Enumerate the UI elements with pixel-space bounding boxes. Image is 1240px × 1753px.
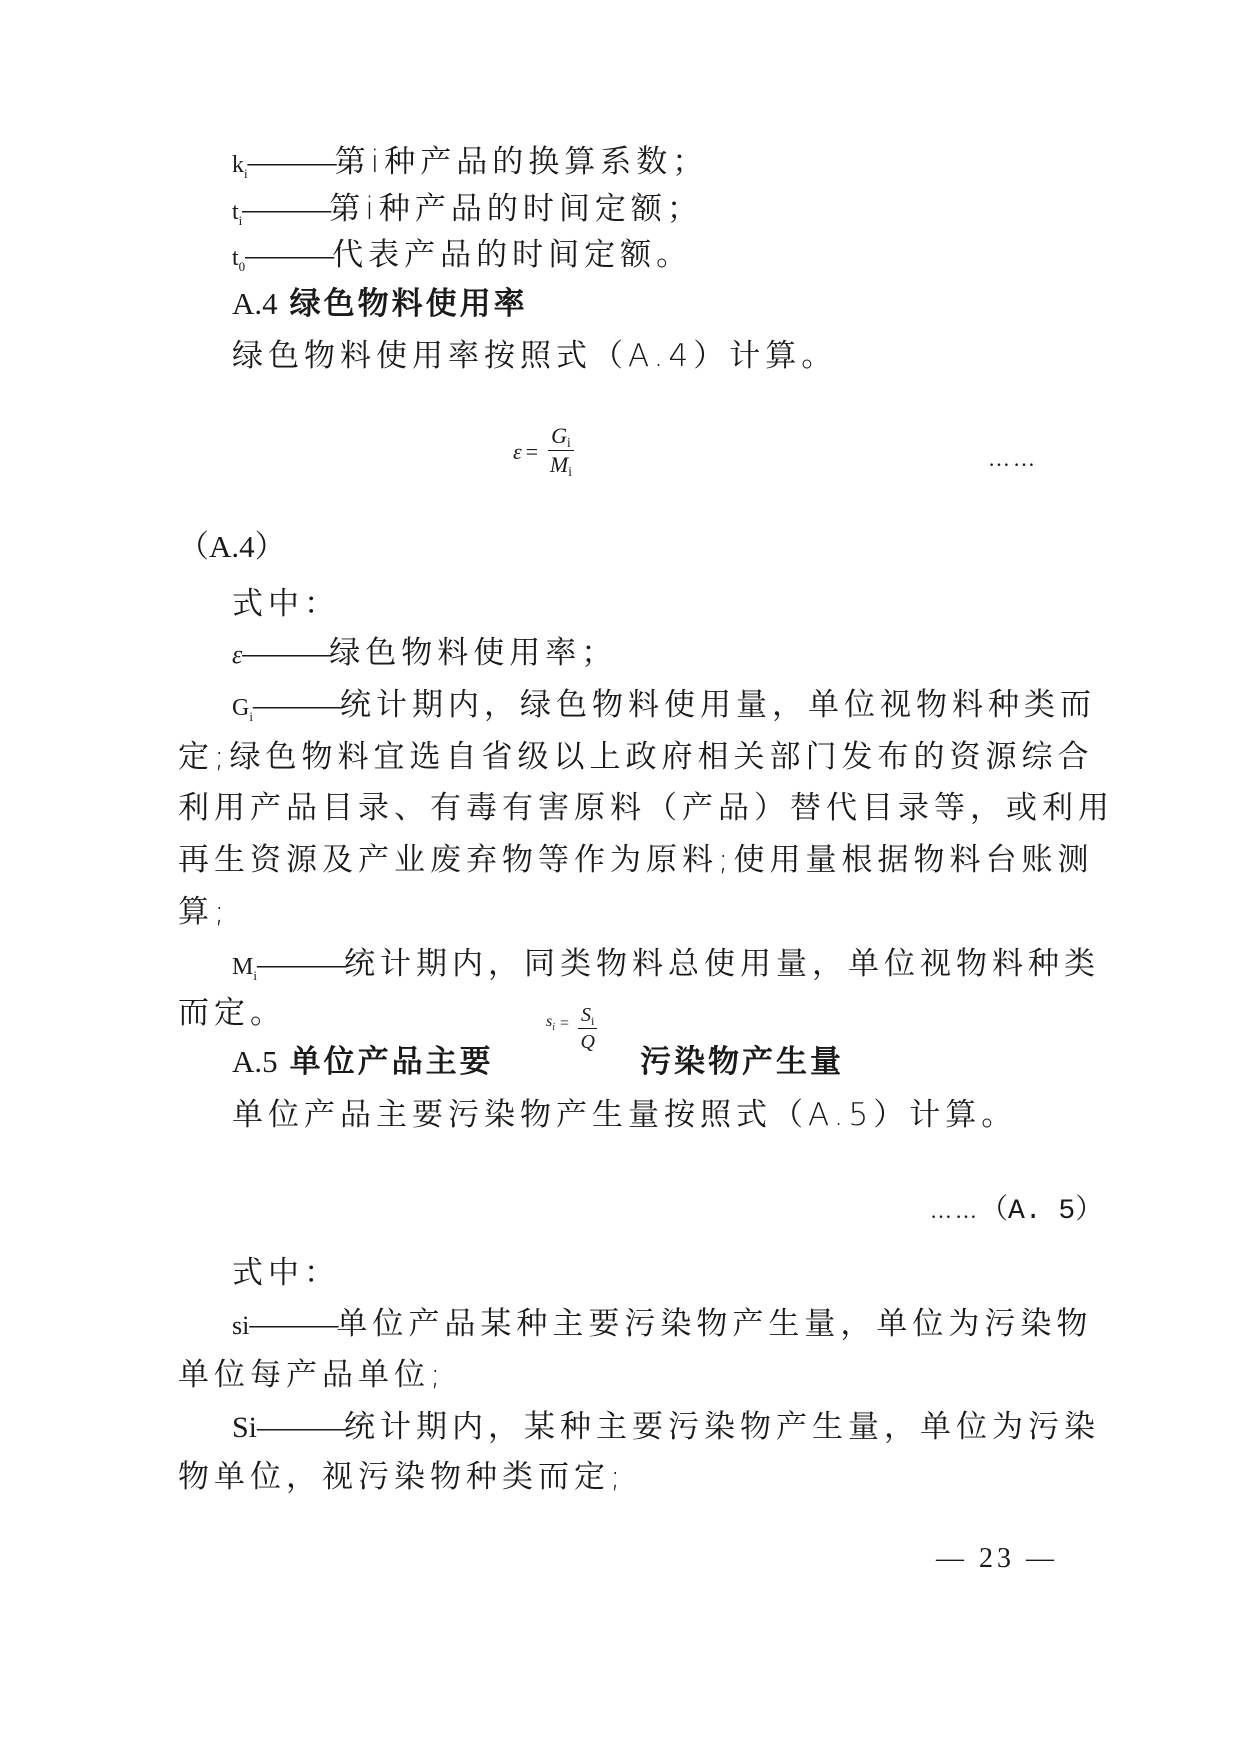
formula-numerator: $G_i$ [548,425,574,451]
definition-s-i-upper-line2: 物单位，视污染物种类而定; [178,1459,626,1495]
formula-lhs: $s_i$ [546,1013,556,1034]
definition-s-i-upper [232,1407,1100,1448]
section-title-part1: 单位产品主要 [289,1044,494,1080]
definition-text: 单位产品某种主要污染物产生量，单位为污染物 [336,1306,1093,1342]
definition-g-i-line2: 定;绿色物料宜选自省级以上政府相关部门发布的资源综合 [178,739,1094,775]
where-label: 式中： [232,586,340,622]
definition-s-i-lower [232,1304,1092,1346]
formula-fraction [578,1005,597,1052]
page-number: — 23 — [936,1543,1058,1574]
em-dash: ——— [242,635,330,670]
definition-g-i-line5: 算; [178,894,230,930]
section-heading-a5-cont [640,1042,844,1082]
em-dash: ——— [242,191,330,226]
symbol: ε [232,640,243,669]
formula-lhs: ε [513,438,522,464]
formula-fraction [548,425,574,478]
formula-denominator: $M_i$ [549,452,572,480]
symbol: $k_i$ [232,152,248,181]
definition-text: 绿色物料使用率； [329,635,618,671]
formula-numerator: $S_i$ [578,1005,597,1029]
section-a5-intro: 单位产品主要污染物产生量按照式（A.5）计算。 [232,1097,1018,1133]
section-a4-intro: 绿色物料使用率按照式（A.4）计算。 [232,338,838,374]
definition-text: 代表产品的时间定额。 [332,237,693,273]
definition-text: 第i种产品的换算系数； [334,144,709,180]
definition-t-i [232,189,703,241]
definition-g-i [232,685,1096,737]
definition-s-i-lower-line2: 单位每产品单位; [178,1357,446,1393]
definition-text: 统计期内，绿色物料使用量，单位视物料种类而 [339,687,1096,723]
definition-text: 统计期内，同类物料总使用量，单位视物料种类 [343,946,1100,982]
section-number: A.5 [232,1044,278,1079]
em-dash: ——— [247,144,335,179]
section-number: A.4 [232,286,278,321]
symbol: $M_i$ [232,954,257,983]
definition-m-i-line2: 而定。 [178,995,286,1031]
definition-k-i [232,142,708,194]
equation-number: （A. 5） [980,1196,1104,1227]
symbol: $t_0$ [232,245,246,274]
section-title-part2: 污染物产生量 [640,1044,844,1080]
em-dash: ——— [249,1306,337,1341]
equation-label-a4: （A.4） [178,529,286,564]
symbol: $G_i$ [232,695,253,724]
definition-m-i [232,944,1100,996]
definition-epsilon [232,633,617,675]
where-label-a5: 式中： [232,1255,340,1291]
em-dash: ——— [245,237,333,272]
formula-leader-dots: …… [930,1198,980,1223]
definition-g-i-line3: 利用产品目录、有毒有害原料（产品）替代目录等，或利用 [178,790,1114,826]
definition-g-i-line4: 再生资源及产业废弃物等作为原料;使用量根据物料台账测 [178,842,1094,878]
em-dash: ——— [257,1409,345,1444]
formula-a5 [546,1005,597,1052]
definition-text: 统计期内，某种主要污染物产生量，单位为污染 [344,1409,1101,1445]
formula-a4 [513,425,574,478]
section-heading-a5 [232,1042,494,1082]
em-dash: ——— [252,687,340,722]
symbol: $t_i$ [232,199,243,228]
em-dash: ——— [256,946,344,981]
section-title: 绿色物料使用率 [289,286,528,322]
formula-equals: = [525,438,539,464]
formula-denominator: Q [580,1031,595,1053]
formula-leader-dots: …… [988,446,1038,471]
symbol: si [232,1311,250,1340]
definition-t-0 [232,235,692,287]
section-heading-a4 [232,284,528,324]
symbol: Si [232,1411,258,1444]
definition-text: 第i种产品的时间定额； [329,191,703,227]
formula-equals: = [560,1014,570,1032]
equation-label-a5 [930,1188,1103,1232]
